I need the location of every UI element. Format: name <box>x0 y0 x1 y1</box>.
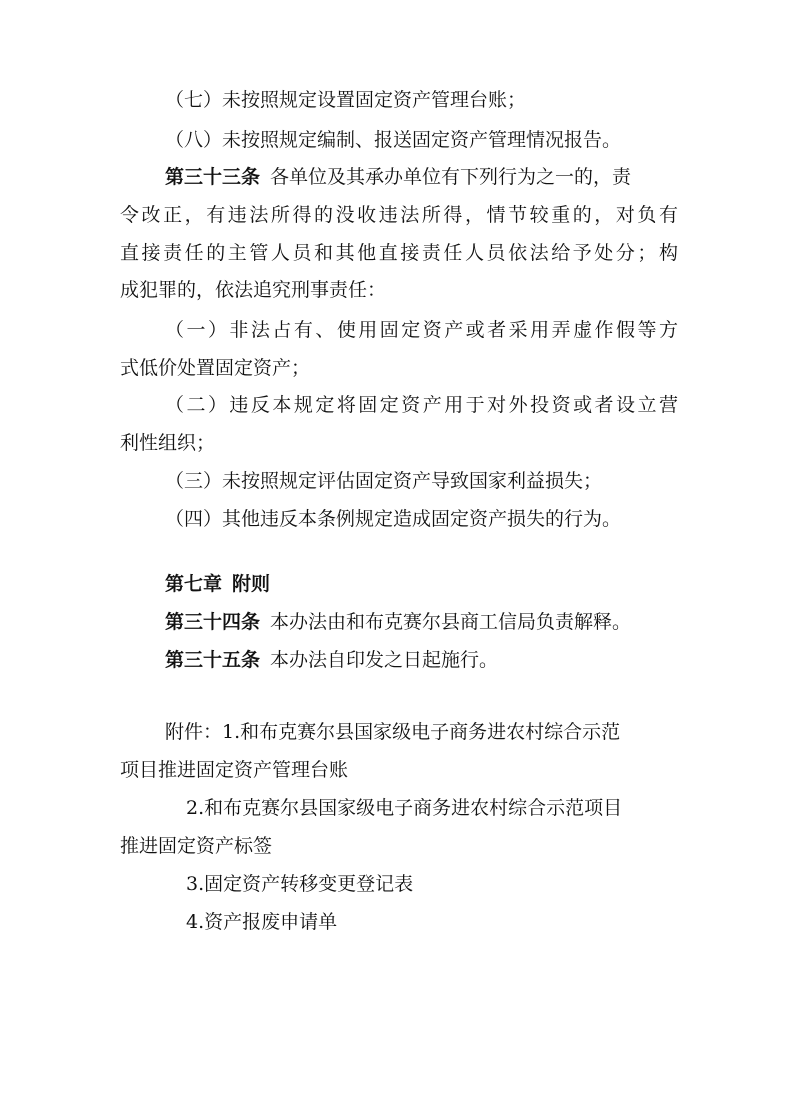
attachments-label: 附件： <box>165 721 223 743</box>
attachment-1-line-2: 项目推进固定资产管理台账 <box>120 759 349 781</box>
article-33-item-2-line-2: 利性组织； <box>120 432 216 454</box>
article-33-text-line-3: 直接责任的主管人员和其他直接责任人员依法给予处分；构 <box>120 242 678 264</box>
attachment-3: 3.固定资产转移变更登记表 <box>186 873 414 895</box>
attachment-1-line-1 <box>165 718 620 746</box>
article-35 <box>165 646 498 674</box>
article-34 <box>165 608 631 636</box>
article-33-item-4: （四）其他违反本条例规定造成固定资产损失的行为。 <box>165 508 622 530</box>
article-33-text-line-2: 令改正，有违法所得的没收违法所得，情节较重的，对负有 <box>120 204 678 226</box>
article-35-heading: 第三十五条 <box>165 649 261 671</box>
article-33-heading: 第三十三条 <box>165 166 261 188</box>
article-33-item-1-line-1: （一）非法占有、使用固定资产或者采用弄虚作假等方 <box>165 319 678 341</box>
attachment-2-line-2: 推进固定资产标签 <box>120 835 273 857</box>
article-32-item-8: （八）未按照规定编制、报送固定资产管理情况报告。 <box>165 129 622 151</box>
article-33-first-line <box>165 163 631 191</box>
article-33-item-1-line-2: 式低价处置固定资产； <box>120 357 311 379</box>
article-34-text: 本办法由和布克赛尔县商工信局负责解释。 <box>270 611 632 633</box>
attachment-1-title: 1.和布克赛尔县国家级电子商务进农村综合示范 <box>222 721 621 743</box>
chapter-7-subtitle: 附则 <box>232 573 271 595</box>
article-33-text-line-1: 各单位及其承办单位有下列行为之一的，责 <box>270 166 632 188</box>
article-33-text-line-4: 成犯罪的，依法追究刑事责任： <box>120 279 387 301</box>
article-35-text: 本办法自印发之日起施行。 <box>270 649 499 671</box>
chapter-7-title: 第七章 <box>165 573 223 595</box>
attachment-4: 4.资产报废申请单 <box>186 911 338 933</box>
article-33-item-3: （三）未按照规定评估固定资产导致国家利益损失； <box>165 470 603 492</box>
chapter-7-heading <box>165 570 270 598</box>
attachment-2-line-1: 2.和布克赛尔县国家级电子商务进农村综合示范项目 <box>186 797 623 819</box>
article-32-item-7: （七）未按照规定设置固定资产管理台账； <box>165 89 527 111</box>
article-33-item-2-line-1: （二）违反本规定将固定资产用于对外投资或者设立营 <box>165 394 678 416</box>
article-34-heading: 第三十四条 <box>165 611 261 633</box>
